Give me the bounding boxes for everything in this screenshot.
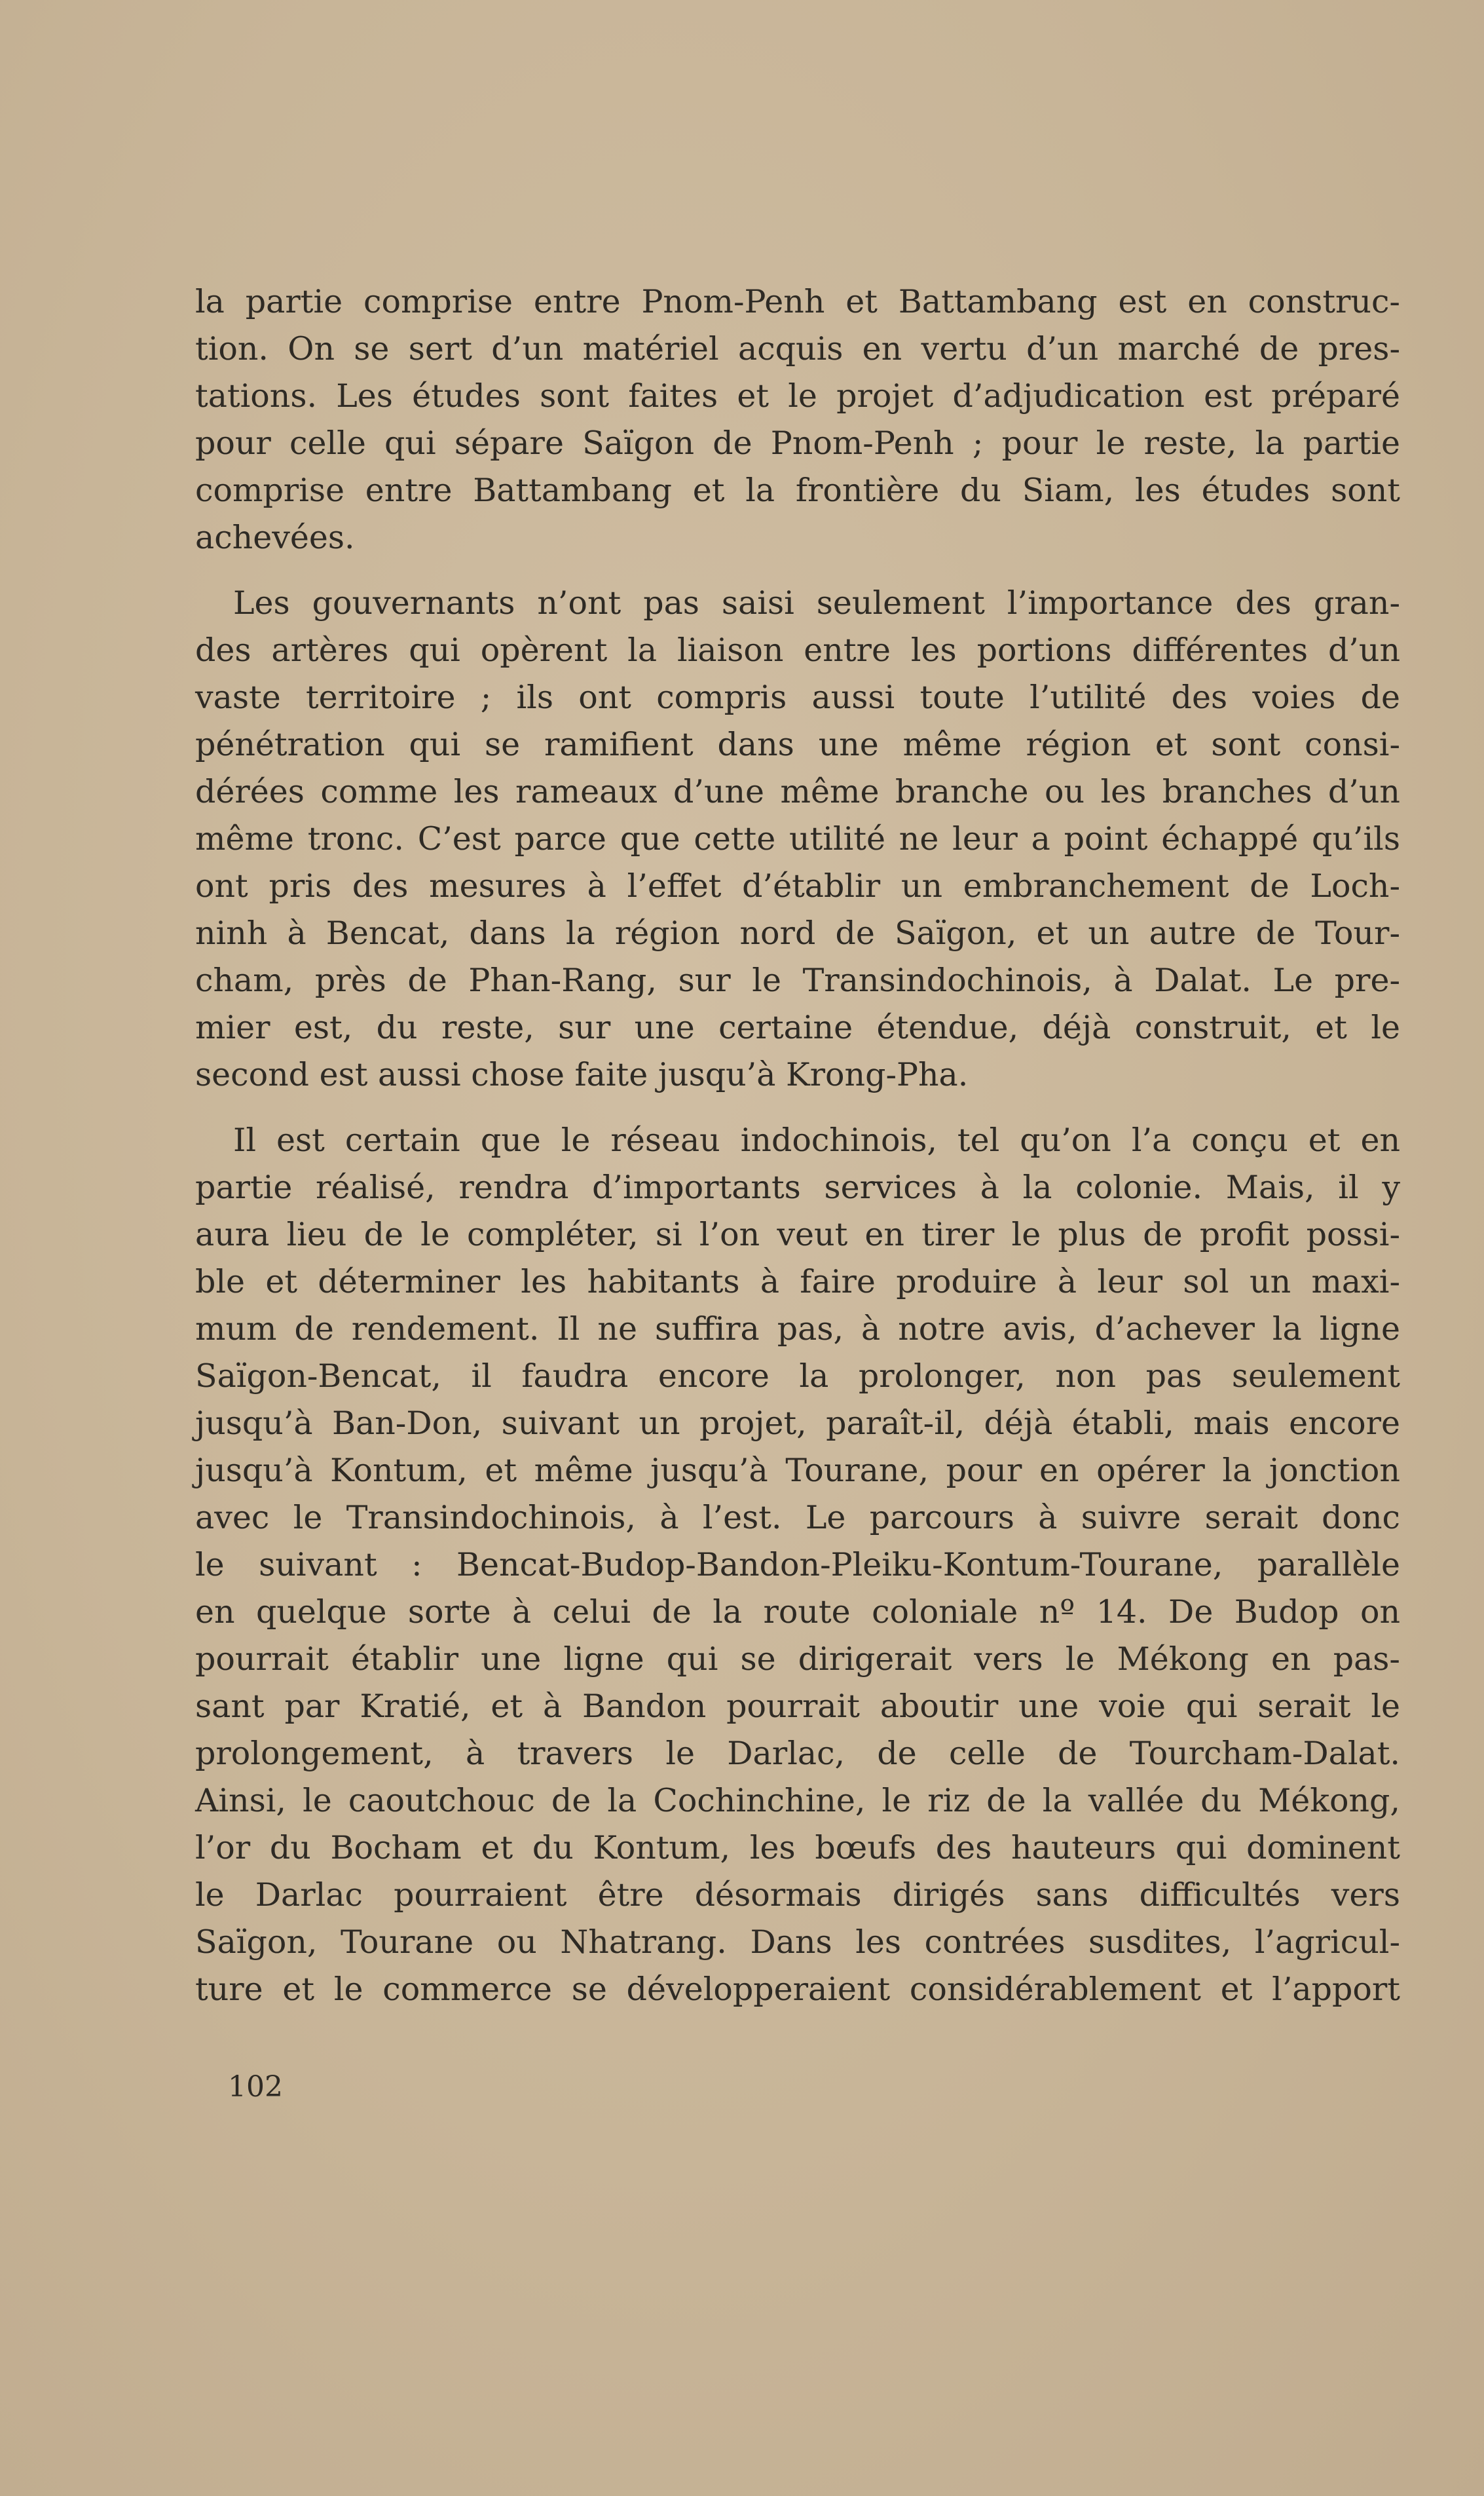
text-line: comprise entre Battambang et la frontière du Siam, les études sont bbox=[195, 472, 1400, 509]
text-line: tations. Les études sont faites et le projet d’adjudication est préparé bbox=[195, 377, 1400, 415]
text-line: aura lieu de le compléter, si l’on veut en tirer le plus de profit possi- bbox=[195, 1216, 1400, 1253]
text-line: Saïgon-Bencat, il faudra encore la prolonger, non pas seulement bbox=[195, 1357, 1400, 1395]
text-line: dérées comme les rameaux d’une même branche ou les branches d’un bbox=[195, 773, 1400, 810]
text-line: pénétration qui se ramifient dans une même région et sont consi- bbox=[195, 726, 1400, 763]
text-line: partie réalisé, rendra d’importants services à la colonie. Mais, il y bbox=[195, 1169, 1400, 1206]
text-line: mum de rendement. Il ne suffira pas, à notre avis, d’achever la ligne bbox=[195, 1310, 1400, 1348]
text-line: jusqu’à Ban-Don, suivant un projet, paraît-il, déjà établi, mais encore bbox=[195, 1405, 1400, 1442]
text-line: Saïgon, Tourane ou Nhatrang. Dans les contrées susdites, l’agricul- bbox=[195, 1923, 1400, 1961]
paragraph bbox=[195, 580, 1400, 1099]
paragraph bbox=[195, 1117, 1400, 2013]
text-line: sant par Kratié, et à Bandon pourrait aboutir une voie qui serait le bbox=[195, 1688, 1400, 1725]
text-line: l’or du Bocham et du Kontum, les bœufs des hauteurs qui dominent bbox=[195, 1829, 1400, 1866]
text-line: pour celle qui sépare Saïgon de Pnom-Penh ; pour le reste, la partie bbox=[195, 425, 1400, 462]
text-line: Ainsi, le caoutchouc de la Cochinchine, le riz de la vallée du Mékong, bbox=[195, 1782, 1400, 1819]
text-line: des artères qui opèrent la liaison entre les portions différentes d’un bbox=[195, 632, 1400, 669]
text-line: le Darlac pourraient être désormais dirigés sans difficultés vers bbox=[195, 1876, 1400, 1914]
paragraph bbox=[195, 278, 1400, 561]
text-line: même tronc. C’est parce que cette utilité ne leur a point échappé qu’ils bbox=[195, 820, 1400, 858]
paragraph-gap bbox=[195, 561, 1400, 580]
text-line: mier est, du reste, sur une certaine étendue, déjà construit, et le bbox=[195, 1009, 1400, 1046]
text-line: jusqu’à Kontum, et même jusqu’à Tourane, pour en opérer la jonction bbox=[195, 1452, 1400, 1489]
text-line: pourrait établir une ligne qui se dirigerait vers le Mékong en pas- bbox=[195, 1640, 1400, 1678]
body-text bbox=[195, 278, 1400, 2013]
text-line: la partie comprise entre Pnom-Penh et Battambang est en construc- bbox=[195, 283, 1400, 320]
text-line: ont pris des mesures à l’effet d’établir un embranchement de Loch- bbox=[195, 867, 1400, 905]
text-line: Il est certain que le réseau indochinois, tel qu’on l’a conçu et en bbox=[233, 1122, 1400, 1159]
text-line: achevées. bbox=[195, 519, 355, 556]
text-line: ble et déterminer les habitants à faire produire à leur sol un maxi- bbox=[195, 1263, 1400, 1300]
text-line: second est aussi chose faite jusqu’à Krong-Pha. bbox=[195, 1056, 969, 1093]
text-line: tion. On se sert d’un matériel acquis en vertu d’un marché de pres- bbox=[195, 330, 1400, 368]
text-line: ninh à Bencat, dans la région nord de Saïgon, et un autre de Tour- bbox=[195, 915, 1400, 952]
text-line: prolongement, à travers le Darlac, de celle de Tourcham-Dalat. bbox=[195, 1735, 1400, 1772]
text-line: ture et le commerce se développeraient considérablement et l’apport bbox=[195, 1971, 1400, 2008]
text-line: le suivant : Bencat-Budop-Bandon-Pleiku-Kontum-Tourane, parallèle bbox=[195, 1546, 1400, 1583]
text-line: avec le Transindochinois, à l’est. Le parcours à suivre serait donc bbox=[195, 1499, 1400, 1536]
text-line: cham, près de Phan-Rang, sur le Transindochinois, à Dalat. Le pre- bbox=[195, 962, 1400, 999]
text-line: Les gouvernants n’ont pas saisi seulement l’importance des gran- bbox=[233, 584, 1400, 622]
text-line: vaste territoire ; ils ont compris aussi toute l’utilité des voies de bbox=[195, 679, 1400, 716]
text-line: en quelque sorte à celui de la route coloniale nº 14. De Budop on bbox=[195, 1593, 1400, 1631]
page-number: 102 bbox=[228, 2070, 283, 2104]
paragraph-gap bbox=[195, 1099, 1400, 1117]
